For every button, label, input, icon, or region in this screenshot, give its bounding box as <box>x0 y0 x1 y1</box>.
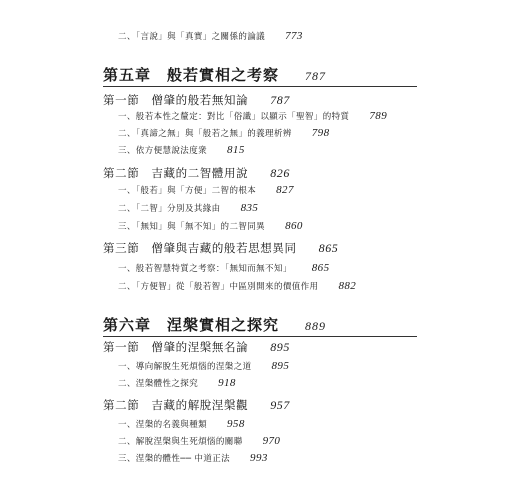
entry-page: 882 <box>338 280 357 292</box>
entry-title: 一、般若本性之釐定：對比「俗識」以顯示「聖智」的特質 <box>118 112 350 122</box>
section-heading <box>103 240 338 256</box>
section-page: 826 <box>270 166 291 180</box>
section-title: 第二節 吉藏的二智體用說 <box>103 166 249 180</box>
section-title: 第一節 僧肇的般若無知論 <box>103 93 249 107</box>
section-heading <box>103 92 290 108</box>
entry-title: 二、「真諦之無」與「般若之無」的義理析辨 <box>118 129 292 139</box>
section-page: 787 <box>270 93 291 107</box>
section-page: 865 <box>318 241 339 255</box>
section-heading <box>103 165 290 181</box>
toc-entry <box>118 202 258 214</box>
toc-entry <box>118 377 236 389</box>
section-title: 第二節 吉藏的解脫涅槃觀 <box>103 398 249 412</box>
entry-title: 一、導向解脫生死煩惱的涅槃之道 <box>118 362 252 372</box>
toc-entry <box>118 184 294 196</box>
chapter-title: 第五章 般若實相之考察 <box>103 66 280 84</box>
entry-page: 918 <box>218 377 236 389</box>
entry-title: 三、「無知」與「無不知」的二智同異 <box>118 222 266 232</box>
section-title: 第三節 僧肇與吉藏的般若思想異同 <box>103 241 297 255</box>
chapter-page: 787 <box>305 69 327 83</box>
entry-page: 970 <box>262 435 281 447</box>
chapter-heading <box>103 64 326 85</box>
entry-title: 二、「二智」分別及其緣由 <box>118 204 221 214</box>
section-page: 957 <box>270 398 291 412</box>
entry-page: 798 <box>311 127 330 139</box>
chapter-title: 第六章 涅槃實相之探究 <box>103 316 280 334</box>
chapter-heading <box>103 314 326 335</box>
chapter-rule <box>103 336 417 337</box>
entry-title: 二、涅槃體性之探究 <box>118 379 199 389</box>
entry-title: 二、「方便智」從「般若智」中區別開來的價值作用 <box>118 282 319 292</box>
entry-page: 895 <box>271 360 290 372</box>
toc-entry <box>118 280 356 292</box>
chapter-rule <box>103 86 417 87</box>
toc-entry <box>118 110 387 122</box>
entry-page: 958 <box>227 418 245 430</box>
toc-entry <box>118 262 329 274</box>
entry-title: 一、般若智慧特質之考察：「無知而無不知」 <box>118 264 292 274</box>
entry-title: 二、「言說」與「真實」之關係的論議 <box>118 32 266 42</box>
entry-title: 一、「般若」與「方便」二智的根本 <box>118 186 257 196</box>
toc-entry <box>118 418 245 430</box>
chapter-page: 889 <box>305 319 327 333</box>
entry-title: 二、解脫涅槃與生死煩惱的關聯 <box>118 437 243 447</box>
entry-page: 789 <box>369 110 388 122</box>
entry-page: 993 <box>250 452 268 464</box>
entry-page: 865 <box>311 262 330 274</box>
entry-title: 一、涅槃的名義與種類 <box>118 420 208 430</box>
entry-page: 827 <box>276 184 294 196</box>
entry-page: 860 <box>285 220 303 232</box>
toc-entry <box>118 452 268 464</box>
toc-entry <box>118 30 303 42</box>
section-title: 第一節 僧肇的涅槃無名論 <box>103 340 249 354</box>
section-page: 895 <box>270 340 291 354</box>
toc-entry <box>118 435 280 447</box>
entry-title: 三、涅槃的體性── 中道正法 <box>118 454 231 464</box>
toc-entry <box>118 127 329 139</box>
toc-entry <box>118 360 289 372</box>
section-heading <box>103 397 290 413</box>
toc-entry <box>118 220 303 232</box>
entry-title: 三、依方便慧說法度衆 <box>118 146 208 156</box>
entry-page: 835 <box>240 202 259 214</box>
entry-page: 773 <box>285 30 303 42</box>
entry-page: 815 <box>227 144 245 156</box>
section-heading <box>103 339 290 355</box>
toc-entry <box>118 144 245 156</box>
